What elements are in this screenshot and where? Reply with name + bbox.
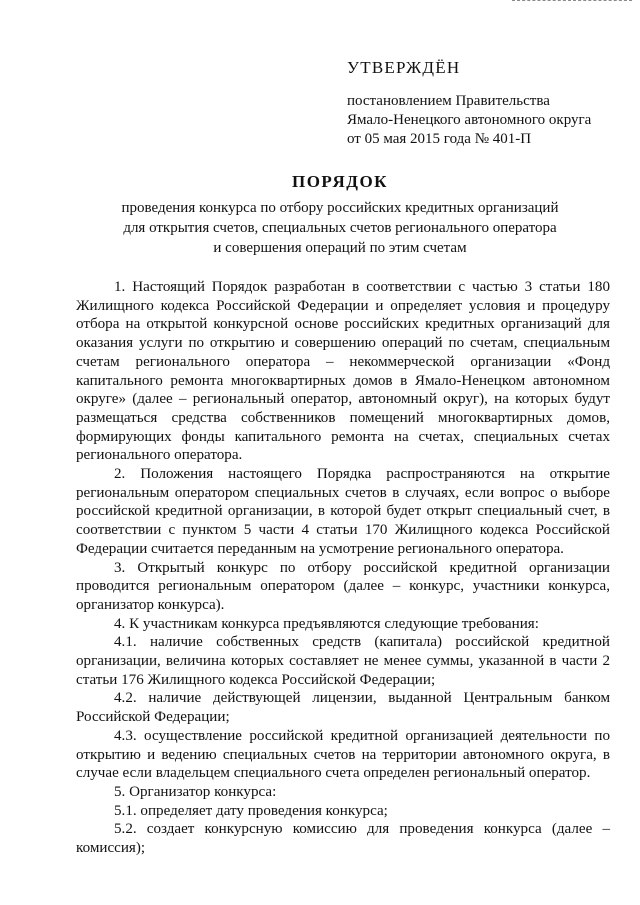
paragraph-5-1: 5.1. определяет дату проведения конкурса; [114,802,388,819]
paragraph-4: 4. К участникам конкурса предъявляются следующие требования: [114,615,539,632]
paragraph-4-2: 4.2. наличие действующей лицензии, выданной Центральным банком Российской Федерации; [76,690,610,726]
paragraph-5-2: 5.2. создает конкурсную комиссию для проведения конкурса (далее – комиссия); [76,821,610,857]
document-subtitle-line: и совершения операций по этим счетам [213,240,467,256]
document-body [76,278,610,858]
paragraph-2: 2. Положения настоящего Порядка распространяются на открытие региональным оператором специальных счетов в случаях, если вопрос о выборе российской кредитной организации, в которой будет открыт специальный счет, в соответствии с пунктом 5 части 4 статьи 170 Жилищного кодекса Российской Федерации считается переданным на усмотрение регионального оператора. [76,466,610,557]
approval-title: УТВЕРЖДЁН [347,58,461,77]
document-title: ПОРЯДОК [291,172,388,191]
paragraph-4-1: 4.1. наличие собственных средств (капитала) российской кредитной организации, величина которых составляет не менее суммы, указанной в части 2 статьи 176 Жилищного кодекса Российской Федерации; [76,634,610,688]
document-subtitle-line: для открытия счетов, специальных счетов регионального оператора [123,220,557,236]
document-heading [60,172,620,258]
paragraph-1: 1. Настоящий Порядок разработан в соответствии с частью 3 статьи 180 Жилищного кодекса Российской Федерации и определяет условия и процедуру отбора на открытой конкурсной основе российских кредитных организаций для оказания услуги по открытию и совершению операций по счетам, специальным счетам регионального оператора – некоммерческой организации «Фонд капитального ремонта многоквартирных домов в Ямало-Ненецком автономном округе» (далее – региональный оператор, автономный округ), на которых будут размещаться средства собственников помещений многоквартирных домов, формирующих фонды капитального ремонта на счетах, специальных счетах регионального оператора. [76,279,610,464]
paragraph-4-3: 4.3. осуществление российской кредитной организацией деятельности по открытию и ведению специальных счетов на территории автономного округа, в случае если владельцем специального счета определен региональный оператор. [76,727,610,782]
approval-line: от 05 мая 2015 года № 401-П [347,131,532,147]
approval-line: Ямало-Ненецкого автономного округа [347,112,592,128]
approval-stamp-block [347,58,632,149]
paragraph-5: 5. Организатор конкурса: [114,783,277,800]
scan-corner-mark [512,0,632,3]
document-subtitle-line: проведения конкурса по отбору российских кредитных организаций [121,200,559,216]
paragraph-3: 3. Открытый конкурс по отбору российской кредитной организации проводится региональным оператором (далее – конкурс, участники конкурса, организатор конкурса). [76,559,610,613]
approval-line: постановлением Правительства [347,93,550,109]
